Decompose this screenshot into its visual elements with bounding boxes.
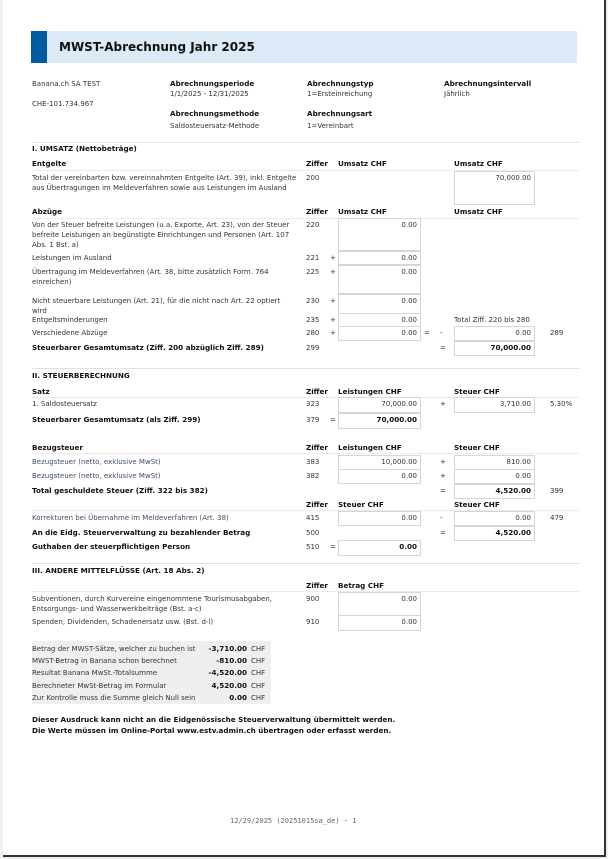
summary-value: -3,710.00 xyxy=(208,644,247,653)
info-label: Abrechnungsperiode xyxy=(170,79,255,88)
amount-value: 70,000.00 xyxy=(495,174,531,182)
summary-value: -4,520.00 xyxy=(208,668,247,677)
notice-line: Die Werte müssen im Online-Portal www.estv.admin.ch übertragen oder erfasst werden. xyxy=(32,726,392,735)
row-label: Steuerbarer Gesamtumsatz (als Ziff. 299) xyxy=(32,415,201,424)
ziffer: 910 xyxy=(306,618,320,626)
amount-value: 0.00 xyxy=(515,514,531,522)
operator-sign: - xyxy=(440,329,443,337)
company-vat-id: CHE-101.734.967 xyxy=(32,100,94,108)
amount-value: 810.00 xyxy=(506,458,531,466)
amount-value: 70,000.00 xyxy=(490,343,531,352)
ziffer-header: Ziffer xyxy=(306,387,328,396)
ziffer: 379 xyxy=(306,416,320,424)
column-header: Umsatz CHF xyxy=(454,207,503,216)
info-label: Abrechnungsmethode xyxy=(170,109,260,118)
column-header: Steuer CHF xyxy=(454,387,500,396)
operator-sign: + xyxy=(330,254,336,262)
row-label: Von der Steuer befreite Leistungen (u.a. Exporte, Art. 23), von der Steuer befreite Leistungen an begünstigte Einrichtungen und Personen (Art. 107 Abs. 1 Bst. a) xyxy=(32,221,290,249)
ziffer-header: Ziffer xyxy=(306,159,328,168)
ziffer: 383 xyxy=(306,458,320,466)
amount-value: 0.00 xyxy=(515,329,531,337)
summary-label: Resultat Banana MwSt.-Totalsumme xyxy=(32,669,158,677)
summary-label: Zur Kontrolle muss die Summe gleich Null sein xyxy=(32,694,196,702)
title-accent xyxy=(31,31,47,63)
amount-value: 3,710.00 xyxy=(499,400,531,408)
section-title: II. STEUERBERECHNUNG xyxy=(32,371,130,380)
info-value: Jährlich xyxy=(444,90,470,98)
ziffer: 230 xyxy=(306,297,320,305)
column-header: Umsatz CHF xyxy=(338,159,387,168)
ziffer: 500 xyxy=(306,529,320,537)
amount-value: 0.00 xyxy=(401,595,417,603)
operator-sign: = xyxy=(440,344,446,352)
ziffer-total: 289 xyxy=(550,329,564,337)
ziffer-total: 399 xyxy=(550,487,564,495)
amount-value: 10,000.00 xyxy=(381,458,417,466)
summary-unit: CHF xyxy=(251,657,266,665)
operator-sign: = xyxy=(440,487,446,495)
column-header: Leistungen CHF xyxy=(338,387,402,396)
operator-sign: + xyxy=(330,316,336,324)
ziffer-header: Ziffer xyxy=(306,581,328,590)
summary-label: Berechneter MwSt-Betrag im Formular xyxy=(32,682,167,690)
row-label: Verschiedene Abzüge xyxy=(32,329,108,337)
row-label: Total der vereinbarten bzw. vereinnahmten Entgelte (Art. 39), inkl. Entgelte aus Übertragungen im Meldeverfahren sowie aus Leistungen im Ausland xyxy=(32,174,297,192)
row-label: Steuerbarer Gesamtumsatz (Ziff. 200 abzüglich Ziff. 289) xyxy=(32,343,264,352)
title-bar xyxy=(31,31,577,63)
ziffer: 299 xyxy=(306,344,320,352)
ziffer: 225 xyxy=(306,268,320,276)
row-label: Subventionen, durch Kurvereine eingenommene Tourismusabgaben, Entsorgungs- und Wasserwerkbeiträge (Bst. a-c) xyxy=(32,595,272,613)
summary-value: 4,520.00 xyxy=(211,681,247,690)
amount-value: 70,000.00 xyxy=(381,400,417,408)
row-header-label: Bezugsteuer xyxy=(32,443,83,452)
operator-sign: = xyxy=(440,529,446,537)
ziffer-header: Ziffer xyxy=(306,207,328,216)
operator-sign: = xyxy=(330,416,336,424)
operator-sign: + xyxy=(440,472,446,480)
column-header: Umsatz CHF xyxy=(338,207,387,216)
amount-value: 0.00 xyxy=(401,618,417,626)
row-label: Entgeltsminderungen xyxy=(32,316,108,324)
amount-value: 0.00 xyxy=(401,514,417,522)
summary-label: MWST-Betrag in Banana schon berechnet xyxy=(32,657,177,665)
row-label: Bezugsteuer (netto, exklusive MwSt) xyxy=(32,458,161,466)
notice-line: Dieser Ausdruck kann nicht an die Eidgenössische Steuerverwaltung übermittelt werden. xyxy=(32,715,396,724)
column-header: Steuer CHF xyxy=(338,500,384,509)
ziffer: 323 xyxy=(306,400,320,408)
ziffer: 220 xyxy=(306,221,320,229)
operator-sign: + xyxy=(330,268,336,276)
operator-sign: + xyxy=(330,329,336,337)
amount-value: 70,000.00 xyxy=(376,415,417,424)
summary-unit: CHF xyxy=(251,645,266,653)
tax-rate: 5.30% xyxy=(550,400,573,408)
row-label: Übertragung im Meldeverfahren (Art. 38, bitte zusätzlich Form. 764 einreichen) xyxy=(32,268,269,286)
column-header: Steuer CHF xyxy=(454,443,500,452)
column-header: Steuer CHF xyxy=(454,500,500,509)
summary-value: 0.00 xyxy=(229,693,247,702)
ziffer: 900 xyxy=(306,595,320,603)
info-value: 1=Vereinbart xyxy=(307,122,354,130)
operator-sign: = xyxy=(424,329,430,337)
info-label: Abrechnungsart xyxy=(307,109,373,118)
row-label: Total geschuldete Steuer (Ziff. 322 bis 382) xyxy=(32,486,208,495)
page-footer: 12/29/2025 (20251015sa_de) - 1 xyxy=(230,817,357,825)
ziffer: 280 xyxy=(306,329,320,337)
row-label: Korrekturen bei Übernahme im Meldeverfahren (Art. 38) xyxy=(32,514,229,522)
info-value: 1=Ersteinreichung xyxy=(307,90,373,98)
amount-value: 0.00 xyxy=(401,254,417,262)
ziffer-header: Ziffer xyxy=(306,500,328,509)
row-header-label: Satz xyxy=(32,387,50,396)
row-header-label: Entgelte xyxy=(32,159,67,168)
info-value: 1/1/2025 - 12/31/2025 xyxy=(170,90,249,98)
section-title: I. UMSATZ (Nettobeträge) xyxy=(32,144,137,153)
info-value: Saldosteuersatz-Methode xyxy=(170,122,260,130)
ziffer: 415 xyxy=(306,514,320,522)
divider xyxy=(32,142,580,143)
operator-sign: - xyxy=(440,514,443,522)
amount-value: 0.00 xyxy=(515,472,531,480)
ziffer: 510 xyxy=(306,543,320,551)
section-title: III. ANDERE MITTELFLÜSSE (Art. 18 Abs. 2) xyxy=(32,566,205,575)
page-title: MWST-Abrechnung Jahr 2025 xyxy=(59,40,255,54)
summary-unit: CHF xyxy=(251,669,266,677)
ziffer: 221 xyxy=(306,254,320,262)
amount-value: 0.00 xyxy=(399,542,417,551)
info-label: Abrechnungsintervall xyxy=(444,79,532,88)
ziffer-total: 479 xyxy=(550,514,564,522)
summary-unit: CHF xyxy=(251,682,266,690)
row-label: 1. Saldosteuersatz xyxy=(32,400,97,408)
header-underline xyxy=(32,453,580,454)
report-page xyxy=(3,0,606,857)
summary-unit: CHF xyxy=(251,694,266,702)
row-label: An die Eidg. Steuerverwaltung zu bezahlender Betrag xyxy=(32,528,251,537)
column-header: Betrag CHF xyxy=(338,581,385,590)
ziffer: 235 xyxy=(306,316,320,324)
header-underline xyxy=(32,591,580,592)
ziffer: 382 xyxy=(306,472,320,480)
divider xyxy=(32,563,580,564)
operator-sign: + xyxy=(440,458,446,466)
amount-value: 0.00 xyxy=(401,268,417,276)
header-underline xyxy=(32,218,580,219)
row-label: Nicht steuerbare Leistungen (Art. 21), für die nicht nach Art. 22 optiert wird xyxy=(32,297,281,315)
amount-value: 0.00 xyxy=(401,316,417,324)
amount-value: 4,520.00 xyxy=(495,486,531,495)
amount-value: 0.00 xyxy=(401,329,417,337)
amount-value: 4,520.00 xyxy=(495,528,531,537)
column-header: Umsatz CHF xyxy=(454,159,503,168)
amount-value: 0.00 xyxy=(401,221,417,229)
row-label: Bezugsteuer (netto, exklusive MwSt) xyxy=(32,472,161,480)
amount-value: 0.00 xyxy=(401,472,417,480)
column-header: Leistungen CHF xyxy=(338,443,402,452)
info-label: Abrechnungstyp xyxy=(307,79,374,88)
row-label: Leistungen im Ausland xyxy=(32,254,112,262)
amount-value: 0.00 xyxy=(401,297,417,305)
row-header-label: Abzüge xyxy=(32,207,63,216)
operator-sign: + xyxy=(440,400,446,408)
summary-label: Betrag der MWST-Sätze, welcher zu buchen ist xyxy=(32,645,196,653)
row-label: Spenden, Dividenden, Schadenersatz usw. (Bst. d-l) xyxy=(32,618,214,626)
company-name: Banana.ch SA TEST xyxy=(32,80,101,88)
divider xyxy=(32,368,580,369)
row-label: Guthaben der steuerpflichtigen Person xyxy=(32,542,191,551)
ziffer: 200 xyxy=(306,174,320,182)
operator-sign: = xyxy=(330,543,336,551)
total-label: Total Ziff. 220 bis 280 xyxy=(454,316,530,324)
ziffer-header: Ziffer xyxy=(306,443,328,452)
operator-sign: + xyxy=(330,297,336,305)
summary-value: -810.00 xyxy=(216,656,247,665)
